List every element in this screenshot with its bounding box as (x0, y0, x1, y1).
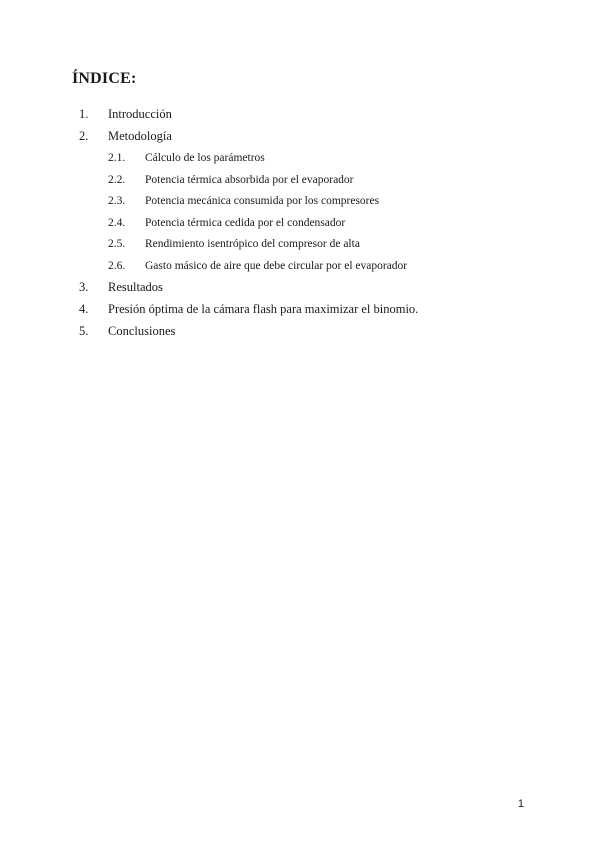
toc-entry-presion-optima (0, 298, 600, 320)
toc-entry-number: 2.2. (108, 173, 126, 186)
toc-entry-conclusiones (0, 320, 600, 342)
toc-entry-potencia-evaporador (0, 169, 600, 191)
toc-entry-number: 2.4. (108, 216, 126, 229)
toc-entry-label: Metodología (108, 129, 172, 143)
toc-entry-label: Gasto másico de aire que debe circular por el evaporador (145, 259, 408, 272)
toc-entry-potencia-condensador (0, 212, 600, 234)
toc-entry-label: Resultados (108, 280, 163, 294)
toc-entry-label: Introducción (108, 107, 172, 121)
table-of-contents (0, 103, 600, 342)
toc-entry-label: Rendimiento isentrópico del compresor de alta (145, 238, 360, 250)
toc-entry-number: 2. (79, 129, 89, 143)
toc-entry-label: Presión óptima de la cámara flash para maximizar el binomio. (108, 302, 419, 316)
toc-entry-rendimiento-compresor (0, 233, 600, 255)
toc-entry-number: 3. (79, 280, 89, 294)
toc-entry-introduccion (0, 103, 600, 125)
toc-entry-number: 2.5. (108, 238, 126, 250)
toc-entry-number: 2.1. (108, 152, 126, 164)
index-title: ÍNDICE: (72, 70, 137, 87)
toc-entry-metodologia (0, 125, 600, 147)
toc-entry-label: Potencia térmica absorbida por el evaporador (145, 173, 354, 186)
toc-entry-number: 1. (79, 107, 89, 121)
toc-entry-gasto-masico (0, 255, 600, 277)
toc-entry-label: Potencia mecánica consumida por los compresores (145, 195, 380, 207)
toc-entry-label: Conclusiones (108, 324, 176, 338)
toc-entry-number: 2.6. (108, 259, 126, 272)
page-number: 1 (517, 798, 524, 810)
toc-entry-label: Cálculo de los parámetros (145, 152, 265, 164)
toc-entry-number: 4. (79, 302, 89, 316)
toc-entry-calculo-parametros (0, 147, 600, 169)
toc-entry-potencia-compresores (0, 190, 600, 212)
toc-entry-number: 2.3. (108, 195, 126, 207)
toc-entry-resultados (0, 276, 600, 298)
toc-entry-label: Potencia térmica cedida por el condensador (145, 216, 346, 229)
toc-entry-number: 5. (79, 324, 89, 338)
